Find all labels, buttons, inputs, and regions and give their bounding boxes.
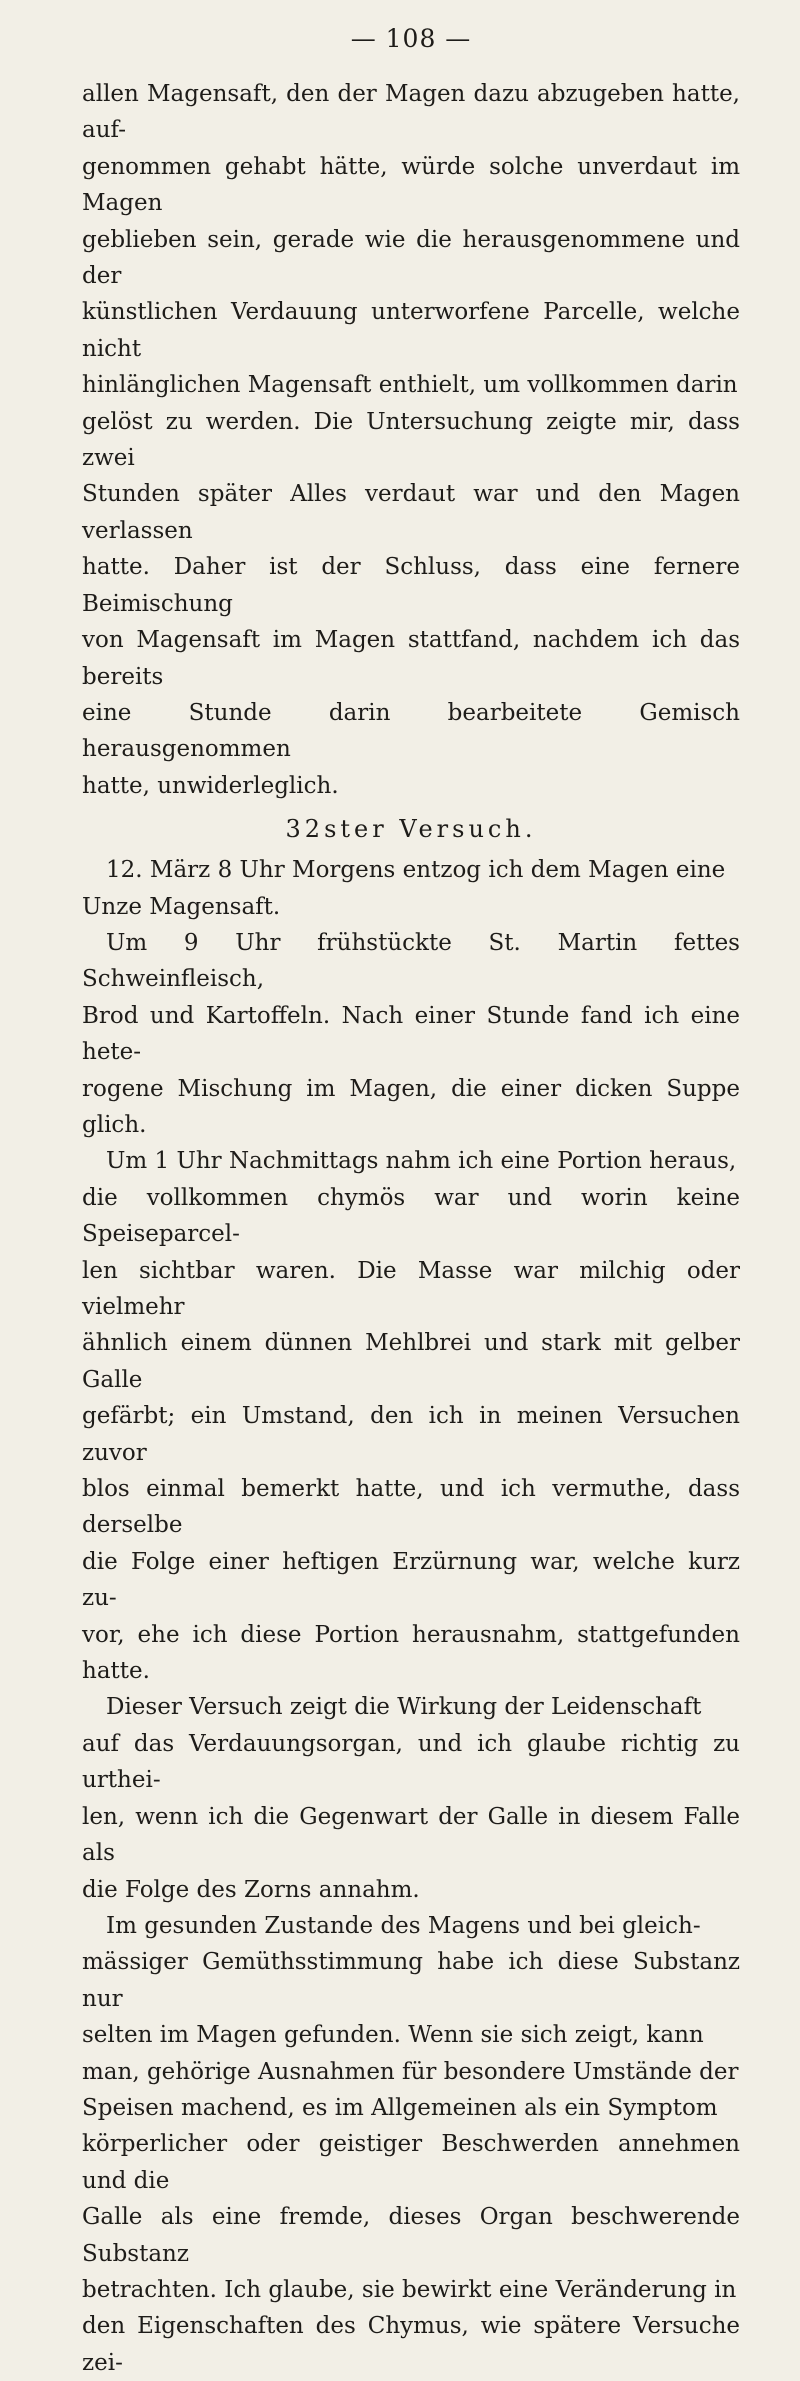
paragraph-afternoon-portion: Um 1 Uhr Nachmittags nahm ich eine Portion heraus, die vollkommen chymös war und worin keine Speiseparcel- len sichtbar waren. Die Masse war milchig oder vielmehr ähnlich einem dünnen Mehlbrei und stark mit gelber Galle gefärbt; ein Umstand, den ich in meinen Versuchen zuvor blos einmal bemerkt hatte, und ich vermuthe, dass derselbe die Folge einer heftigen Erzürnung war, welche kurz zu- vor, ehe ich diese Portion herausnahm, stattgefunden hatte. (82, 1148, 740, 1685)
paragraph-experiment-conclusion: Dieser Versuch zeigt die Wirkung der Leidenschaft auf das Verdauungsorgan, und ich glaube richtig zu urthei- len, wenn ich die Gegenwart der Galle in diesem Falle als die Folge des Zorns annahm. (82, 1694, 740, 1903)
page-number: — 108 — (350, 24, 472, 53)
paragraph-continuation: allen Magensaft, den der Magen dazu abzugeben hatte, auf- genommen gehabt hätte, würde solche unverdaut im Magen geblieben sein, gerade wie die herausgenommene und der künstlichen Verdauung unterworfene Parcelle, welche nicht hinlänglichen Magensaft enthielt, um vollkommen darin gelöst zu werden. Die Untersuchung zeigte mir, dass zwei Stunden später Alles verdaut war und den Magen verlassen hatte. Daher ist der Schluss, dass eine fernere Beimischung von Magensaft im Magen stattfand, nachdem ich das bereits eine Stunde darin bearbeitete Gemisch herausgenommen hatte, unwiderleglich. (82, 81, 740, 799)
paragraph-healthy-state: Im gesunden Zustande des Magens und bei gleich- mässiger Gemüthsstimmung habe ich diese Substanz nur selten im Magen gefunden. Wenn sie sich zeigt, kann man, gehörige Ausnahmen für besondere Umstände der Speisen machend, es im Allgemeinen als ein Symptom körperlicher oder geistiger Beschwerden annehmen und die Galle als eine fremde, dieses Organ beschwerende Substanz betrachten. Ich glaube, sie bewirkt eine Veränderung in den Eigenschaften des Chymus, wie spätere Versuche zei- (82, 1912, 740, 2376)
page-body (82, 76, 740, 2381)
paragraph-march-entry: 12. März 8 Uhr Morgens entzog ich dem Magen eine Unze Magensaft. (82, 857, 726, 920)
section-heading: 32ster Versuch. (285, 815, 537, 844)
paragraph-breakfast: Um 9 Uhr frühstückte St. Martin fettes Schweinfleisch, Brod und Kartoffeln. Nach einer Stunde fand ich eine hete- rogene Mischung im Magen, die einer dicken Suppe glich. (82, 929, 740, 1138)
